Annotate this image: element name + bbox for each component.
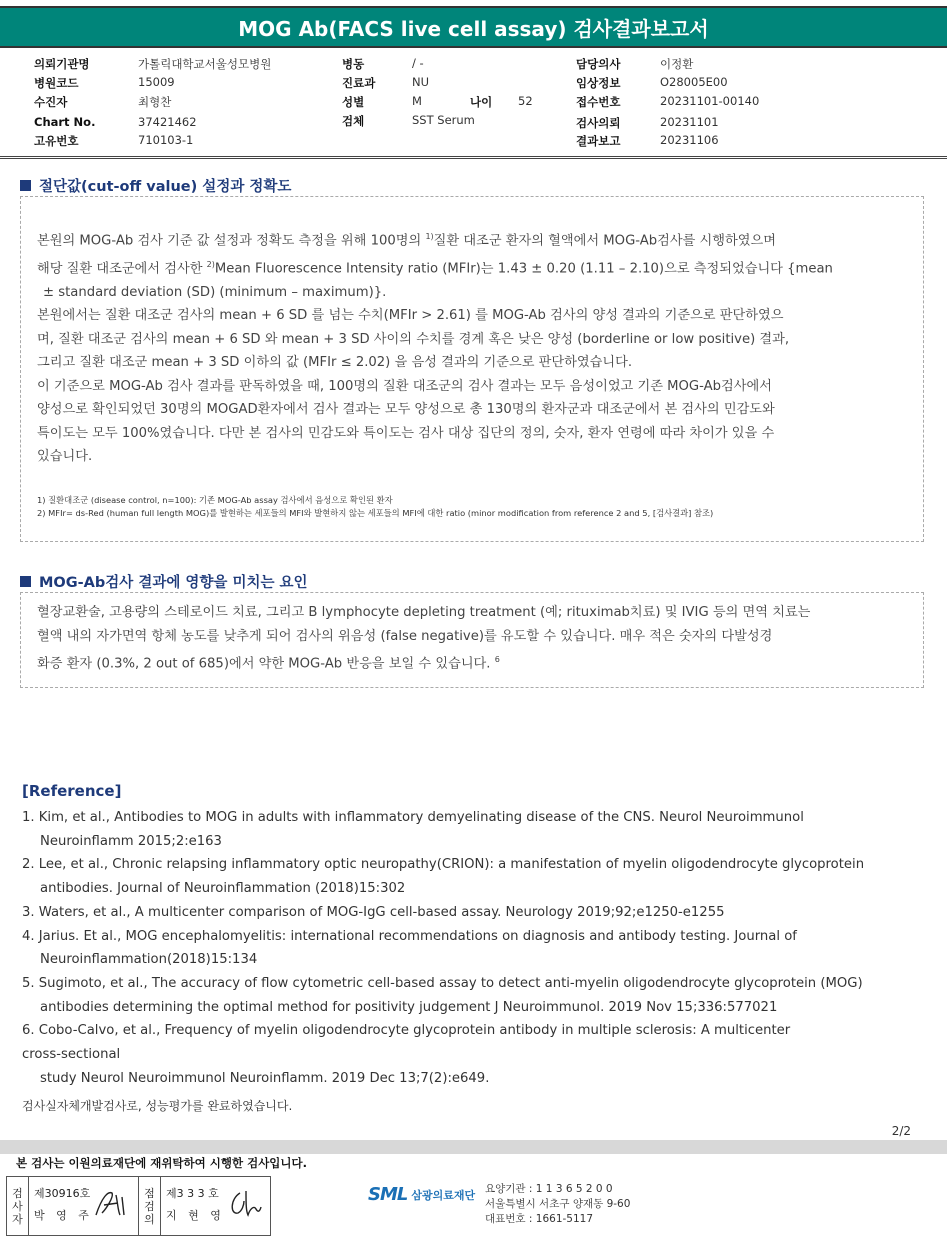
- reference-list: [22, 806, 922, 1090]
- cutoff-line: 특이도는 모두 100%였습니다. 다만 본 검사의 민감도와 특이도는 검사 대상 집단의 정의, 숫자, 환자 연령에 따라 차이가 있을 수: [37, 425, 775, 441]
- ward-label: 병동: [342, 57, 365, 71]
- footnotes: [37, 494, 713, 520]
- section-cutoff-heading: 절단값(cut-off value) 설정과 정확도: [20, 174, 322, 196]
- reference-line: antibodies determining the optimal method for positivity judgement J Neuroimmunol. 2019 Nov 15;336:577021: [40, 999, 778, 1015]
- cutoff-line: 이 기준으로 MOG-Ab 검사 결과를 판독하였을 때, 100명의 질환 대조군의 검사 결과는 모두 음성이었고 기존 MOG-Ab검사에서: [37, 378, 772, 394]
- cutoff-line: 본원의 MOG-Ab 검사 기준 값 설정과 정확도 측정을 위해 100명의 $^{1)}$질환 대조군 환자의 혈액에서 MOG-Ab검사를 시행하였으며: [37, 232, 776, 249]
- cutoff-line: 양성으로 확인되었던 30명의 MOGAD환자에서 검사 결과는 모두 양성으로 총 130명의 환자군과 대조군에서 본 검사의 민감도와: [37, 402, 775, 418]
- receipt-label: 접수번호: [576, 95, 621, 109]
- dept-value: NU: [412, 75, 430, 89]
- clinical-value: O28005E00: [660, 75, 728, 89]
- sex-label: 성별: [342, 95, 365, 109]
- factors-paragraph: [37, 601, 917, 676]
- unique-label: 고유번호: [34, 134, 79, 148]
- footnote-1: 1) 질환대조군 (disease control, n=100): 기존 MOG-Ab assay 검사에서 음성으로 확인된 환자: [37, 495, 393, 505]
- result-value: 20231106: [660, 133, 719, 147]
- reference-line: study Neurol Neuroimmunol Neuroinflamm. 2019 Dec 13;7(2):e649.: [40, 1070, 490, 1086]
- sml-logo: [368, 1184, 475, 1205]
- factors-line: 혈장교환술, 고용량의 스테로이드 치료, 그리고 B lymphocyte depleting treatment (예; rituximab치료) 및 IVIG 등의 면역 치료는: [37, 605, 811, 620]
- checker-vertical-label: 점 검 의: [139, 1177, 161, 1235]
- report-title: MOG Ab(FACS live cell assay) 검사결과보고서: [0, 6, 947, 48]
- request-label: 검사의뢰: [576, 116, 621, 130]
- cutoff-line: 며, 질환 대조군 검사의 mean + 6 SD 와 mean + 3 SD 사이의 수치를 경계 혹은 낮은 양성 (borderline or low positive) 결과,: [37, 331, 790, 347]
- reference-line: cross-sectional: [22, 1047, 121, 1063]
- cutoff-line: 본원에서는 질환 대조군 검사의 mean + 6 SD 를 넘는 수치(MFIr > 2.61) 를 MOG-Ab 검사의 양성 결과의 기준으로 판단하였으: [37, 308, 784, 324]
- checker-cell: [161, 1177, 270, 1235]
- recipient-label: 수진자: [34, 95, 68, 109]
- org-line: 서울특별시 서초구 양재동 9-60: [485, 1198, 631, 1210]
- cutoff-paragraph: [37, 225, 917, 469]
- specimen-label: 검체: [342, 114, 365, 128]
- factors-line: 혈액 내의 자가면역 항체 농도를 낮추게 되어 검사의 위음성 (false negative)를 유도할 수 있습니다. 매우 적은 숫자의 다발성경: [37, 628, 773, 644]
- patient-info-grid: [0, 56, 947, 152]
- hospital-label: 의뢰기관명: [34, 57, 90, 71]
- checker-license: 제3 3 3 호: [166, 1187, 219, 1200]
- factors-line: 화증 환자 (0.3%, 2 out of 685)에서 약한 MOG-Ab 반응을 보일 수 있습니다. $^6$: [37, 655, 500, 672]
- footer-band: [0, 1140, 947, 1154]
- section-factors-box: [20, 592, 924, 688]
- organization-info: [485, 1182, 630, 1227]
- examiner-license: 제30916호: [34, 1187, 91, 1200]
- hospital-value: 가톨릭대학교서울성모병원: [138, 57, 272, 71]
- examiner-cell: [29, 1177, 139, 1235]
- chart-value: 37421462: [138, 115, 197, 129]
- examiner-vertical-label: 검 사 자: [7, 1177, 29, 1235]
- chart-label: Chart No.: [34, 115, 96, 129]
- checker-signature-icon: [226, 1187, 262, 1221]
- reference-line: 2. Lee, et al., Chronic relapsing inflammatory optic neuropathy(CRION): a manifestation of myelin oligodendrocyte glycoprotein: [22, 857, 865, 873]
- logo-mark: SML: [368, 1184, 408, 1205]
- age-value: 52: [518, 94, 533, 108]
- reference-line: 3. Waters, et al., A multicenter comparison of MOG-IgG cell-based assay. Neurology 2019;92;e1250-e1255: [22, 904, 725, 920]
- reference-line: Neuroinflammation(2018)15:134: [40, 952, 258, 968]
- org-line: 대표번호 : 1661-5117: [485, 1213, 594, 1225]
- reference-sup: 6: [494, 655, 500, 664]
- bullet-square-icon: [20, 180, 31, 191]
- section-factors-heading: MOG-Ab검사 결과에 영향을 미치는 요인: [20, 570, 376, 592]
- signature-table: [6, 1176, 271, 1236]
- footnote-2: 2) MFIr= ds-Red (human full length MOG)를 발현하는 세포들의 MFI와 발현하지 않는 세포들의 MFI에 대한 ratio (minor modification from reference 2 and 5, [검사결과] 참조): [37, 508, 714, 518]
- specimen-value: SST Serum: [412, 113, 475, 127]
- dept-label: 진료과: [342, 76, 376, 90]
- completion-note: 검사실자체개발검사로, 성능평가를 완료하였습니다.: [22, 1099, 293, 1113]
- section-cutoff-box: [20, 196, 924, 542]
- header-divider: [0, 156, 947, 159]
- reference-line: 5. Sugimoto, et al., The accuracy of flow cytometric cell-based assay to detect anti-myelin oligodendrocyte glycoprotein (MOG): [22, 975, 863, 991]
- age-label: 나이: [470, 95, 493, 109]
- reference-line: 1. Kim, et al., Antibodies to MOG in adults with inflammatory demyelinating disease of the CNS. Neurol Neuroimmunol: [22, 810, 804, 825]
- result-label: 결과보고: [576, 134, 621, 148]
- reference-line: 6. Cobo-Calvo, et al., Frequency of myelin oligodendrocyte glycoprotein antibody in multiple sclerosis: A multicenter: [22, 1023, 791, 1039]
- doctor-label: 담당의사: [576, 57, 621, 71]
- code-label: 병원코드: [34, 76, 79, 90]
- reference-line: Neuroinflamm 2015;2:e163: [40, 833, 222, 849]
- reference-heading: [Reference]: [22, 782, 122, 800]
- reference-line: 4. Jarius. Et al., MOG encephalomyelitis: international recommendations on diagnosis and antibody testing. Journal of: [22, 928, 797, 944]
- org-line: 요양기관 : 1 1 3 6 5 2 0 0: [485, 1183, 613, 1195]
- page-number: 2/2: [891, 1124, 911, 1138]
- logo-name: 삼광의료재단: [411, 1188, 476, 1202]
- unique-value: 710103-1: [138, 133, 194, 147]
- sex-value: M: [412, 94, 422, 108]
- cutoff-line: 해당 질환 대조군에서 검사한 $^{2)}$Mean Fluorescence Intensity ratio (MFIr)는 1.43 ± 0.20 (1.11 – 2.10)으로 측정되었습니다 {mean: [37, 259, 833, 277]
- cutoff-line: 있습니다.: [37, 449, 93, 465]
- cutoff-line: ± standard deviation (SD) (minimum – maximum)}.: [43, 284, 387, 300]
- entrusted-note: 본 검사는 이원의료재단에 재위탁하여 시행한 검사입니다.: [16, 1156, 308, 1170]
- ward-value: / -: [412, 56, 424, 70]
- doctor-value: 이정환: [660, 57, 694, 71]
- clinical-label: 임상정보: [576, 76, 621, 90]
- reference-line: antibodies. Journal of Neuroinflammation (2018)15:302: [40, 881, 406, 897]
- examiner-signature-icon: [94, 1187, 130, 1221]
- bullet-square-icon: [20, 576, 31, 587]
- recipient-value: 최형찬: [138, 95, 172, 109]
- cutoff-line: 그리고 질환 대조군 mean + 3 SD 이하의 값 (MFIr ≤ 2.02) 을 음성 결과의 기준으로 판단하였습니다.: [37, 355, 633, 371]
- checker-name: 지 현 영: [166, 1209, 225, 1222]
- request-value: 20231101: [660, 115, 719, 129]
- receipt-value: 20231101-00140: [660, 94, 760, 108]
- examiner-name: 박 영 주: [34, 1209, 93, 1222]
- code-value: 15009: [138, 75, 175, 89]
